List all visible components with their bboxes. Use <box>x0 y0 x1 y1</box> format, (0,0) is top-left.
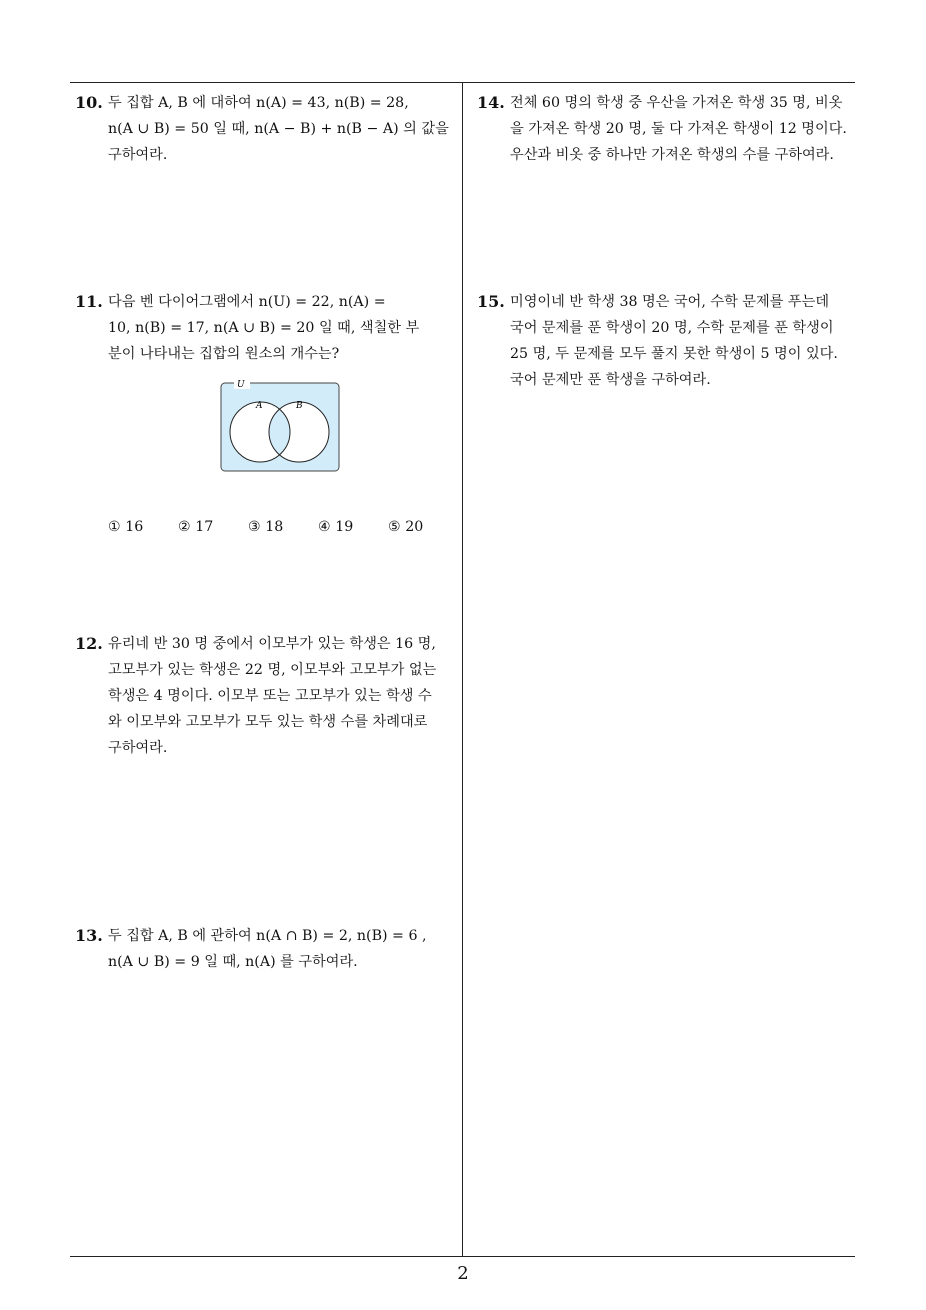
problem-line: 와 이모부와 고모부가 모두 있는 학생 수를 차례대로 <box>108 714 428 730</box>
answer-choices <box>108 519 458 535</box>
problem-12 <box>75 631 456 761</box>
problem-line: 고모부가 있는 학생은 22 명, 이모부와 고모부가 없는 <box>108 662 437 678</box>
problem-15 <box>477 289 858 393</box>
problem-number: 15. <box>477 292 505 311</box>
problem-line: 전체 60 명의 학생 중 우산을 가져온 학생 35 명, 비옷 <box>510 95 843 111</box>
problem-line: n(A ∪ B) = 50 일 때, n(A − B) + n(B − A) 의 값을 <box>108 121 449 137</box>
problem-11 <box>75 289 456 367</box>
problem-line: 두 집합 A, B 에 관하여 n(A ∩ B) = 2, n(B) = 6 , <box>108 928 427 944</box>
page-number: 2 <box>457 1263 469 1284</box>
problem-10 <box>75 90 456 168</box>
set-b-label: B <box>296 401 303 411</box>
problem-line: 유리네 반 30 명 중에서 이모부가 있는 학생은 16 명, <box>108 636 436 652</box>
universe-label: U <box>237 380 245 390</box>
problem-line: 미영이네 반 학생 38 명은 국어, 수학 문제를 푸는데 <box>510 294 830 310</box>
problem-line: 구하여라. <box>108 740 168 756</box>
problem-line: 국어 문제를 푼 학생이 20 명, 수학 문제를 푼 학생이 <box>510 320 834 336</box>
choice-1[interactable]: ① 16 <box>108 519 144 535</box>
problem-line: 10, n(B) = 17, n(A ∪ B) = 20 일 때, 색칠한 부 <box>108 320 420 336</box>
column-divider <box>462 82 463 1256</box>
problem-line: 25 명, 두 문제를 모두 풀지 못한 학생이 5 명이 있다. <box>510 346 838 362</box>
problem-number: 11. <box>75 292 103 311</box>
problem-number: 14. <box>477 93 505 112</box>
choice-5[interactable]: ⑤ 20 <box>388 519 424 535</box>
problem-line: 구하여라. <box>108 147 168 163</box>
problem-line: n(A ∪ B) = 9 일 때, n(A) 를 구하여라. <box>108 954 358 970</box>
set-a-label: A <box>256 401 263 411</box>
bottom-rule <box>70 1256 855 1257</box>
choice-2[interactable]: ② 17 <box>178 519 214 535</box>
problem-number: 10. <box>75 93 103 112</box>
problem-line: 다음 벤 다이어그램에서 n(U) = 22, n(A) = <box>108 294 386 310</box>
problem-number: 12. <box>75 634 103 653</box>
problem-line: 우산과 비옷 중 하나만 가져온 학생의 수를 구하여라. <box>510 147 834 163</box>
choice-3[interactable]: ③ 18 <box>248 519 284 535</box>
problem-line: 두 집합 A, B 에 대하여 n(A) = 43, n(B) = 28, <box>108 95 409 111</box>
choice-4[interactable]: ④ 19 <box>318 519 354 535</box>
problem-13 <box>75 923 456 975</box>
problem-14 <box>477 90 858 168</box>
venn-diagram <box>220 378 342 474</box>
problem-line: 을 가져온 학생 20 명, 둘 다 가져온 학생이 12 명이다. <box>510 121 847 137</box>
problem-number: 13. <box>75 926 103 945</box>
problem-line: 학생은 4 명이다. 이모부 또는 고모부가 있는 학생 수 <box>108 688 432 704</box>
problem-line: 국어 문제만 푼 학생을 구하여라. <box>510 372 711 388</box>
problem-line: 분이 나타내는 집합의 원소의 개수는? <box>108 346 340 362</box>
